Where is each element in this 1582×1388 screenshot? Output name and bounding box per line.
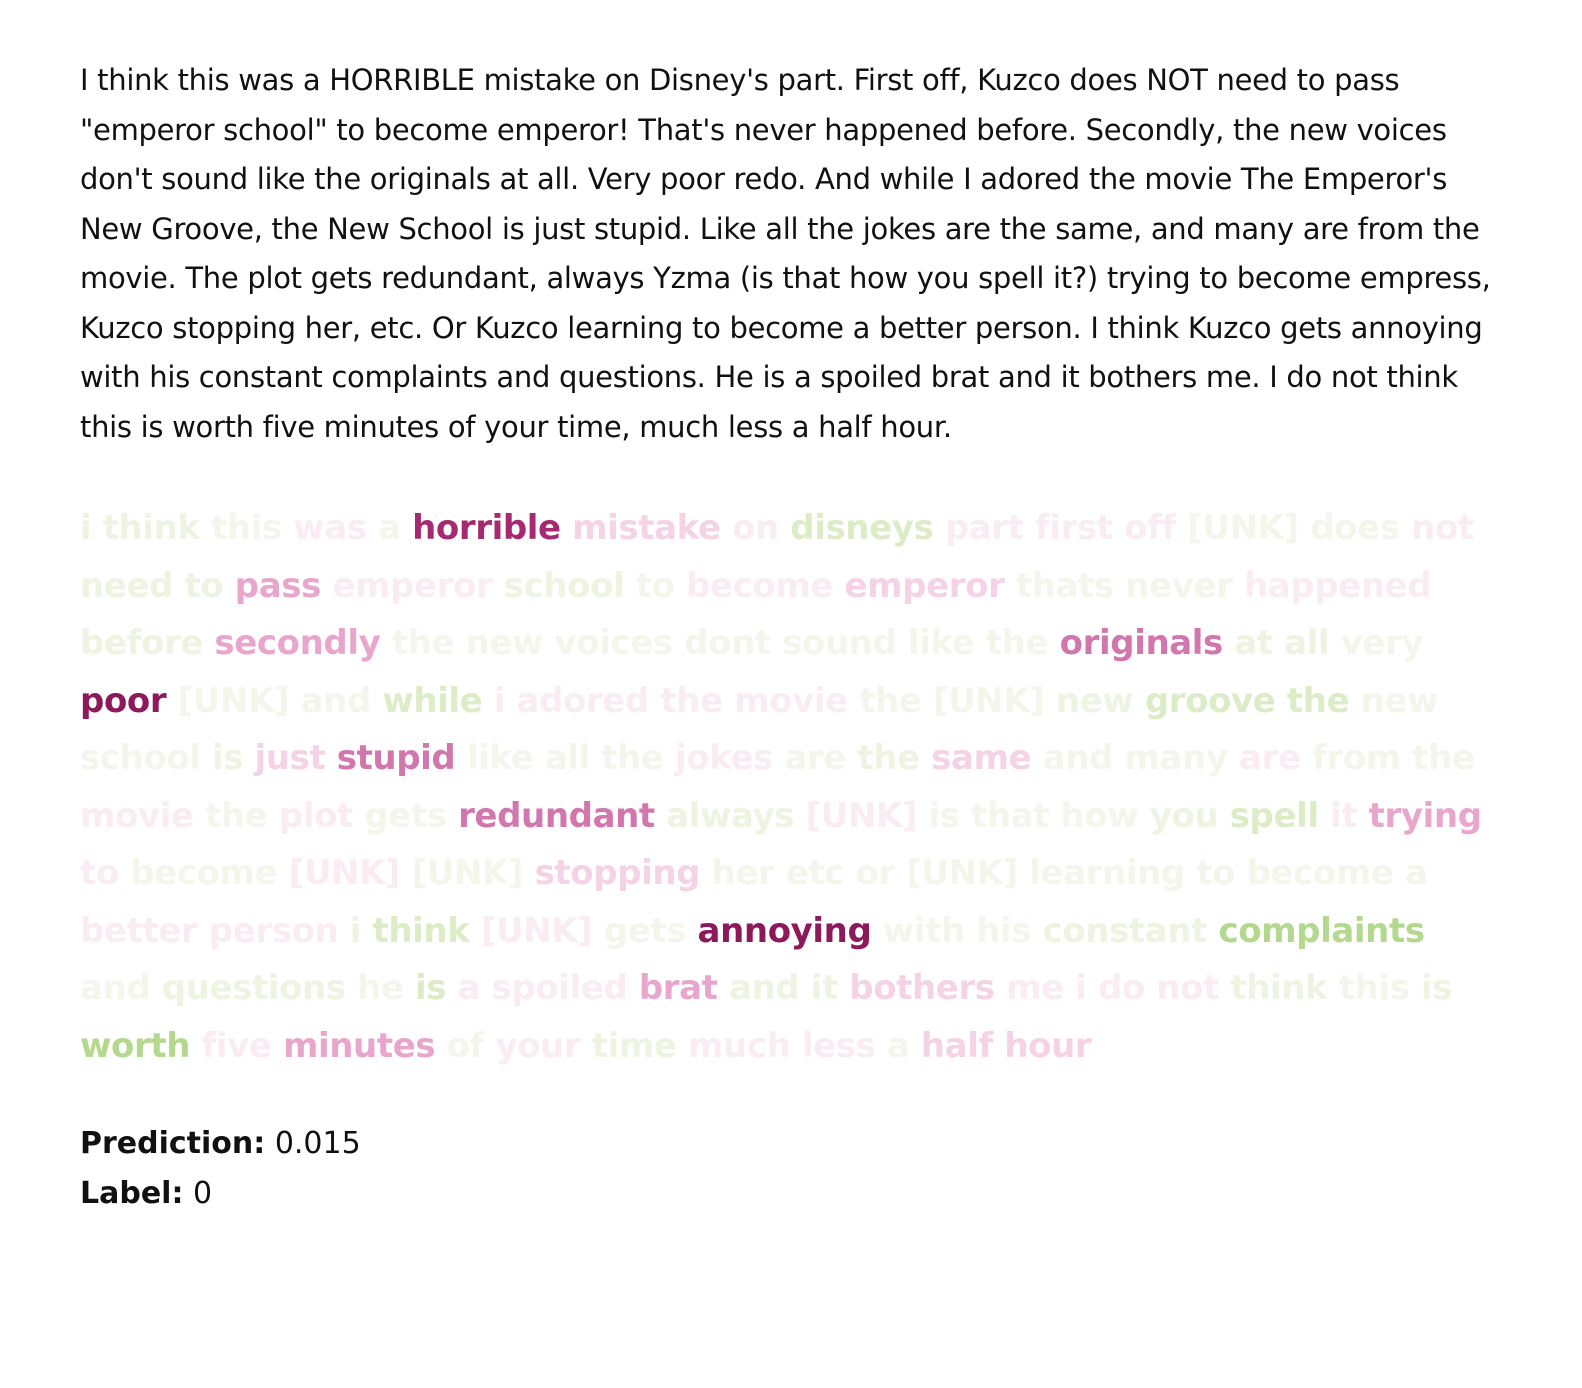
- token: just: [254, 738, 326, 778]
- token: stupid: [336, 738, 456, 778]
- token: gets: [364, 795, 447, 836]
- token: poor: [80, 680, 167, 721]
- token: a: [457, 968, 481, 1008]
- token: i: [493, 680, 506, 721]
- token: to: [635, 565, 675, 606]
- token: is: [928, 795, 960, 836]
- token: from: [1312, 738, 1401, 778]
- token: jokes: [674, 738, 773, 778]
- token: is: [415, 968, 447, 1008]
- token: sound: [782, 623, 897, 663]
- token: constant: [1042, 910, 1207, 951]
- token: plot: [278, 795, 353, 836]
- token: think: [102, 508, 200, 548]
- token: new: [1360, 680, 1439, 721]
- token: very: [1340, 623, 1424, 663]
- token: think: [1230, 968, 1328, 1008]
- token: the: [205, 795, 268, 836]
- token: dont: [684, 623, 771, 663]
- token: think: [372, 910, 470, 951]
- token: happened: [1243, 565, 1432, 606]
- token: like: [908, 623, 975, 663]
- token: all: [544, 738, 590, 778]
- token: emperor: [844, 565, 1005, 606]
- token: originals: [1059, 623, 1223, 663]
- token: is: [212, 738, 244, 778]
- token: part: [944, 508, 1024, 548]
- token: half: [920, 1025, 993, 1066]
- token: hour: [1004, 1025, 1092, 1066]
- token: are: [1239, 738, 1301, 778]
- token: school: [80, 738, 201, 778]
- token: etc: [785, 853, 845, 893]
- token: [UNK]: [1187, 508, 1299, 548]
- token: a: [1405, 853, 1428, 893]
- token: does: [1310, 508, 1400, 548]
- token: this: [211, 508, 282, 548]
- token: off: [1124, 508, 1176, 548]
- token: complaints: [1218, 910, 1425, 951]
- token: time: [591, 1025, 677, 1066]
- token: emperor: [332, 565, 493, 606]
- gold-label-value: 0: [193, 1176, 213, 1211]
- token: all: [1284, 623, 1330, 663]
- token: with: [882, 910, 965, 951]
- token: not: [1156, 968, 1219, 1008]
- token: stopping: [534, 853, 701, 893]
- token: pass: [234, 565, 321, 606]
- token: do: [1097, 968, 1145, 1008]
- token: of: [446, 1025, 484, 1066]
- token: [UNK]: [411, 853, 524, 893]
- prediction-label: Prediction:: [80, 1126, 266, 1161]
- token: same: [931, 738, 1032, 778]
- token: a: [886, 1025, 910, 1066]
- token: movie: [734, 680, 848, 721]
- token: and: [1042, 738, 1114, 778]
- label-row: [80, 1169, 1500, 1219]
- token: spell: [1229, 795, 1319, 836]
- token: brat: [638, 968, 718, 1008]
- token: not: [1411, 508, 1474, 548]
- token: trying: [1368, 795, 1482, 836]
- prediction-row: [80, 1119, 1500, 1169]
- attribution-report: [80, 56, 1500, 1219]
- token: groove: [1144, 680, 1276, 721]
- token: many: [1124, 738, 1228, 778]
- token: while: [382, 680, 483, 721]
- token: to: [1196, 853, 1236, 893]
- token: and: [300, 680, 371, 721]
- token: first: [1034, 508, 1113, 548]
- token: bothers: [849, 968, 995, 1008]
- token: that: [971, 795, 1050, 836]
- token: become: [130, 853, 278, 893]
- token: or: [855, 853, 895, 893]
- token: the: [857, 738, 920, 778]
- token: need: [80, 565, 174, 606]
- token: was: [293, 508, 367, 548]
- token: minutes: [282, 1025, 436, 1066]
- token: never: [1125, 565, 1233, 606]
- token: school: [503, 565, 625, 606]
- token: the: [660, 680, 723, 721]
- token: like: [466, 738, 534, 778]
- token: worth: [80, 1025, 190, 1066]
- token: his: [976, 910, 1032, 951]
- token: horrible: [412, 508, 561, 548]
- token: [UNK]: [932, 680, 1045, 721]
- token: is: [1420, 968, 1452, 1008]
- token: thats: [1015, 565, 1114, 606]
- token: gets: [603, 910, 687, 951]
- token: voices: [554, 623, 673, 663]
- token: this: [1338, 968, 1410, 1008]
- token: less: [801, 1025, 876, 1066]
- token: a: [378, 508, 401, 548]
- token: movie: [80, 795, 194, 836]
- token: the: [391, 623, 455, 663]
- token: at: [1234, 623, 1273, 663]
- token: i: [1075, 968, 1087, 1008]
- token: i: [80, 508, 92, 548]
- token: become: [686, 565, 834, 606]
- token: always: [666, 795, 795, 836]
- token: your: [495, 1025, 581, 1066]
- token: to: [80, 853, 119, 893]
- token: mistake: [572, 508, 721, 548]
- token: you: [1149, 795, 1219, 836]
- review-text: I think this was a HORRIBLE mistake on Disney's part. First off, Kuzco does NOT need to pass "emperor school" to become emperor! That's never happened before. Secondly, the new voices don't sound like the originals at all. Very poor redo. And while I adored the movie The Emperor's New Groove, the New School is just stupid. Like all the jokes are the same, and many are from the movie. The plot gets redundant, always Yzma (is that how you spell it?) trying to become empress, Kuzco stopping her, etc. Or Kuzco learning to become a better person. I think Kuzco gets annoying with his constant complaints and questions. He is a spoiled brat and it bothers me. I do not think this is worth five minutes of your time, much less a half hour.: [80, 63, 1491, 444]
- token: how: [1060, 795, 1139, 836]
- token: [UNK]: [288, 853, 401, 893]
- token: annoying: [697, 910, 872, 951]
- token: five: [201, 1025, 272, 1066]
- token: to: [184, 565, 224, 606]
- token: disneys: [790, 508, 934, 548]
- token: he: [357, 968, 404, 1008]
- token: [UNK]: [906, 853, 1018, 893]
- token: and: [728, 968, 800, 1008]
- token: her: [711, 853, 775, 893]
- token: new: [1055, 680, 1134, 721]
- token-attribution-heatmap: [80, 500, 1490, 1075]
- token: the: [1412, 738, 1475, 778]
- result-summary: [80, 1119, 1500, 1219]
- token: spoiled: [491, 968, 628, 1008]
- token: i: [349, 910, 362, 951]
- token: secondly: [214, 623, 381, 663]
- token: the: [859, 680, 922, 721]
- token: on: [732, 508, 779, 548]
- token: better: [80, 910, 198, 951]
- token: much: [688, 1025, 791, 1066]
- token: and: [80, 968, 151, 1008]
- token: are: [784, 738, 847, 778]
- token: new: [465, 623, 544, 663]
- token: person: [208, 910, 339, 951]
- token: adored: [516, 680, 649, 721]
- token: the: [1286, 680, 1350, 721]
- token: before: [80, 623, 203, 663]
- prediction-value: 0.015: [274, 1126, 361, 1161]
- token: it: [810, 968, 838, 1008]
- token: the: [601, 738, 664, 778]
- token: questions: [161, 968, 346, 1008]
- token: [UNK]: [177, 680, 290, 721]
- gold-label-key: Label:: [80, 1176, 184, 1211]
- token: me: [1006, 968, 1064, 1008]
- token: [UNK]: [805, 795, 918, 836]
- token: redundant: [458, 795, 655, 836]
- token: [UNK]: [480, 910, 593, 951]
- token: learning: [1029, 853, 1185, 893]
- token: the: [985, 623, 1049, 663]
- token: become: [1246, 853, 1394, 893]
- token: it: [1330, 795, 1358, 836]
